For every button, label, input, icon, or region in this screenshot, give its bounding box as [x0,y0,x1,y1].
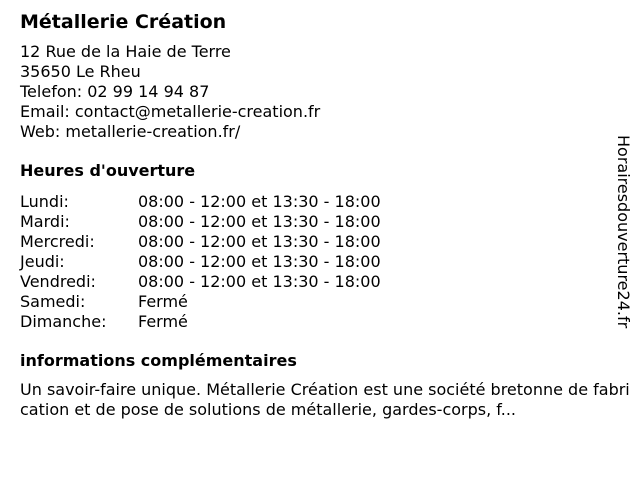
hours-row-tuesday [20,212,630,232]
hours-row-friday [20,272,630,292]
hours-row-saturday [20,292,630,312]
day-times: 08:00 - 12:00 et 13:30 - 18:00 [138,272,381,291]
day-times: 08:00 - 12:00 et 13:30 - 18:00 [138,192,381,211]
hours-row-thursday [20,252,630,272]
opening-hours-table [20,192,630,332]
email-line: Email: contact@metallerie-creation.fr [20,102,321,121]
day-label: Mardi: [20,212,70,231]
day-label: Dimanche: [20,312,107,331]
day-label: Samedi: [20,292,86,311]
additional-info-text: Un savoir-faire unique. Métallerie Création est une société bretonne de fabrication et de pose de solutions de métallerie, gardes-corps, f... [20,380,630,419]
business-name: Métallerie Création [20,11,227,33]
hours-row-sunday [20,312,630,332]
additional-info-heading: informations complémentaires [20,351,297,370]
site-watermark: Horairesdouverture24.fr [614,135,633,329]
address-street: 12 Rue de la Haie de Terre [20,42,231,61]
day-label: Vendredi: [20,272,96,291]
hours-row-wednesday [20,232,630,252]
address-city: 35650 Le Rheu [20,62,141,81]
opening-hours-heading: Heures d'ouverture [20,161,196,180]
day-times: 08:00 - 12:00 et 13:30 - 18:00 [138,252,381,271]
day-times: Fermé [138,312,188,331]
web-line: Web: metallerie-creation.fr/ [20,122,241,141]
day-label: Jeudi: [20,252,65,271]
hours-row-monday [20,192,630,212]
day-times: Fermé [138,292,188,311]
business-card [20,10,630,420]
day-times: 08:00 - 12:00 et 13:30 - 18:00 [138,232,381,251]
day-label: Lundi: [20,192,69,211]
day-times: 08:00 - 12:00 et 13:30 - 18:00 [138,212,381,231]
day-label: Mercredi: [20,232,95,251]
address-block [20,42,630,142]
phone-line: Telefon: 02 99 14 94 87 [20,82,210,101]
